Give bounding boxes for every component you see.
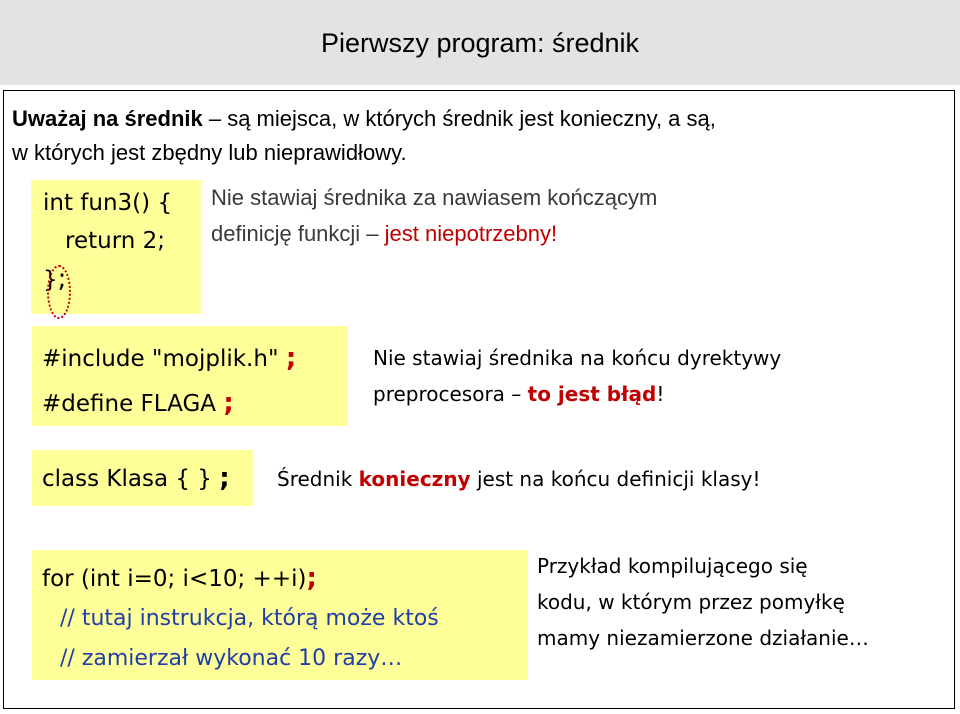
for-note [537,548,869,656]
preprocessor-note-text: preprocesora – [373,382,528,406]
for-code-text: for (int i=0; i<10; ++i) [42,566,307,592]
intro-line-2: w których jest zbędny lub nieprawidłowy. [12,140,407,165]
define-text: #define FLAGA [42,391,224,417]
for-code-box [32,550,528,680]
function-code-line-2: return 2; [65,228,166,254]
slide-title: Pierwszy program: średnik [320,28,640,58]
define-semicolon: ; [223,388,234,418]
class-code: class Klasa { } [42,466,220,492]
include-text: #include "mojplik.h" [42,346,286,372]
intro-bold: Uważaj na średnik [12,106,203,131]
intro-rest: – są miejsca, w których średnik jest konieczny, a są, [202,106,716,131]
include-line [42,336,348,381]
class-semicolon: ; [219,463,230,493]
for-note-line-1: Przykład kompilującego się [537,554,808,578]
for-note-line-3: mamy niezamierzone działanie… [537,626,869,650]
class-note-red: konieczny [358,467,471,491]
function-note-text: definicję funkcji – [211,221,385,246]
include-semicolon: ; [285,343,297,373]
for-comment-line-1: // tutaj instrukcja, którą może ktoś [60,606,439,631]
function-note-red: jest niepotrzebny! [384,221,558,246]
define-line [42,381,348,426]
for-code-line [42,558,528,599]
for-note-line-2: kodu, w którym przez pomyłkę [537,590,845,614]
preprocessor-note-end: ! [656,382,665,406]
intro-paragraph [12,102,942,170]
class-note-text: Średnik [277,467,359,491]
function-note-line-2 [211,216,657,252]
for-comment-line-2: // zamierzał wykonać 10 razy… [60,646,403,671]
preprocessor-note-line-2 [373,376,781,412]
preprocessor-note-line-1: Nie stawiaj średnika na końcu dyrektywy [373,346,782,370]
function-code-line-1: int fun3() { [43,190,173,216]
class-note-end: jest na końcu definicji klasy! [470,467,761,491]
preprocessor-note-red: to jest błąd [527,382,657,406]
intro-line-1 [12,102,942,136]
function-note [211,180,657,252]
function-closing-brace: } [43,267,58,293]
for-semicolon: ; [306,563,317,593]
class-note [277,462,761,496]
class-code-box [32,450,253,506]
preprocessor-code-box [32,326,348,426]
semicolon-highlight-circle [47,265,71,319]
preprocessor-note [373,340,781,412]
function-semicolon: ; [57,264,67,294]
function-note-line-1: Nie stawiaj średnika za nawiasem kończącym [211,185,658,210]
